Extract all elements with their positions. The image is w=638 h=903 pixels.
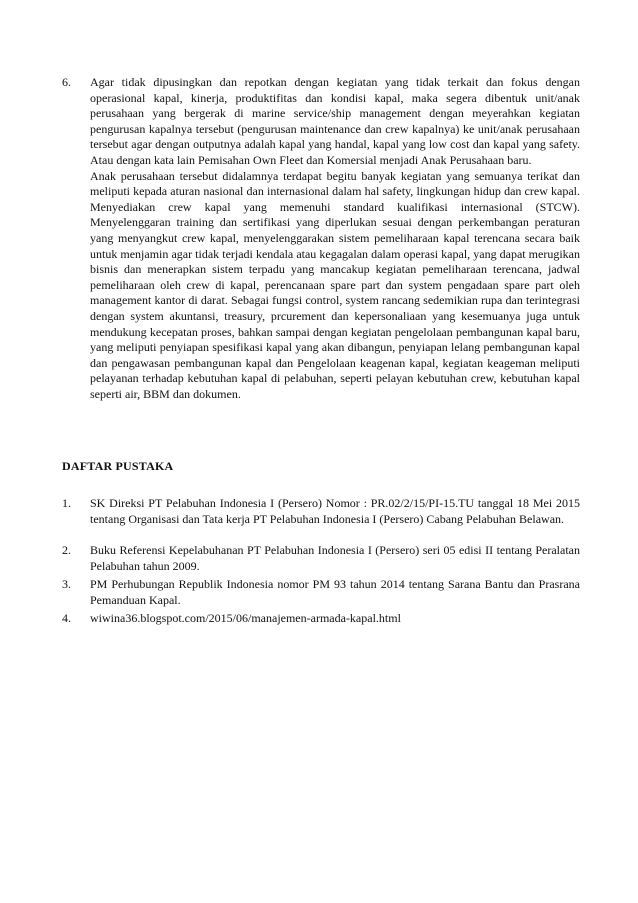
paragraph: Anak perusahaan tersebut didalamnya terdapat begitu banyak kegiatan yang semuanya terikat dan meliputi kepada aturan nasional dan internasional dalam hal safety, lingkungan hidup dan crew kapal. Menyediakan crew kapal yang memenuhi standard kualifikasi internasional (STCW). Menyelenggaran training dan sertifikasi yang diperlukan sesuai dengan perkembangan peraturan yang menyangkut crew kapal, menyelenggarakan sistem pemeliharaan kapal terencana secara baik untuk menjamin agar tidak terjadi kendala atau kegagalan dalam operasi kapal, yang dapat merugikan bisnis dan menerapkan sistem terpadu yang mancakup kegiatan pemeliharaan terencana, jadwal pemeliharaan oleh crew di kapal, perencanaan spare part dan system pengadaan spare part oleh management kantor di darat. Sebagai fungsi control, system rancang sedemikian rupa dan terintegrasi dengan system akuntansi, treasury, prcurement dan kepersonaliaan yang kesemuanya juga untuk mendukung kecepatan proses, bahkan sampai dengan kegiatan pengelolaan pembangunan kapal baru, yang meliputi penyiapan spesifikasi kapal yang akan dibangun, penyiapan lelang pembangunan kapal dan pengawasan pembangunan kapal dan Pengelolaan keagenan kapal, kegiatan keageman meliputi pelayanan terhadap kebutuhan kapal di pelabuhan, seperti pelayan kebutuhan crew, kebutuhan kapal seperti air, BBM dan dokumen. — [90, 168, 580, 401]
section-heading: DAFTAR PUSTAKA — [62, 459, 174, 473]
list-item-body — [90, 75, 580, 402]
list-item-6 — [62, 75, 580, 402]
reference-text: Buku Referensi Kepelabuhanan PT Pelabuhan Indonesia I (Persero) seri 05 edisi II tentang Peralatan Pelabuhan tahun 2009. — [90, 543, 580, 573]
reference-text: SK Direksi PT Pelabuhan Indonesia I (Persero) Nomor : PR.02/2/15/PI-15.TU tanggal 18 Mei 2015 tentang Organisasi dan Tata kerja PT Pelabuhan Indonesia I (Persero) Cabang Pelabuhan Belawan. — [90, 496, 580, 526]
reference-item — [62, 577, 580, 608]
reference-item — [62, 496, 580, 527]
reference-link[interactable]: wiwina36.blogspot.com/2015/06/manajemen-armada-kapal.html — [90, 611, 401, 625]
list-number: 6. — [62, 75, 71, 89]
list-number: 4. — [62, 611, 71, 625]
list-number: 2. — [62, 543, 71, 557]
reference-item — [62, 611, 580, 627]
list-number: 3. — [62, 577, 71, 591]
reference-item — [62, 543, 580, 574]
reference-text: PM Perhubungan Republik Indonesia nomor PM 93 tahun 2014 tentang Sarana Bantu dan Prasrana Pemanduan Kapal. — [90, 577, 580, 607]
paragraph: Agar tidak dipusingkan dan repotkan dengan kegiatan yang tidak terkait dan fokus dengan operasional kapal, kinerja, produktifitas dan kondisi kapal, maka segera dibentuk unit/anak perusahaan yang bergerak di marine service/ship management dengan meyerahkan kegiatan pengurusan kapalnya tersebut (pengurusan maintenance dan crew kapalnya) ke unit/anak perusahaan tersebut agar dengan outputnya adalah kapal yang handal, kapal yang low cost dan kapal yang safety. Atau dengan kata lain Pemisahan Own Fleet dan Komersial menjadi Anak Perusahaan baru. — [90, 75, 580, 167]
list-number: 1. — [62, 496, 71, 510]
